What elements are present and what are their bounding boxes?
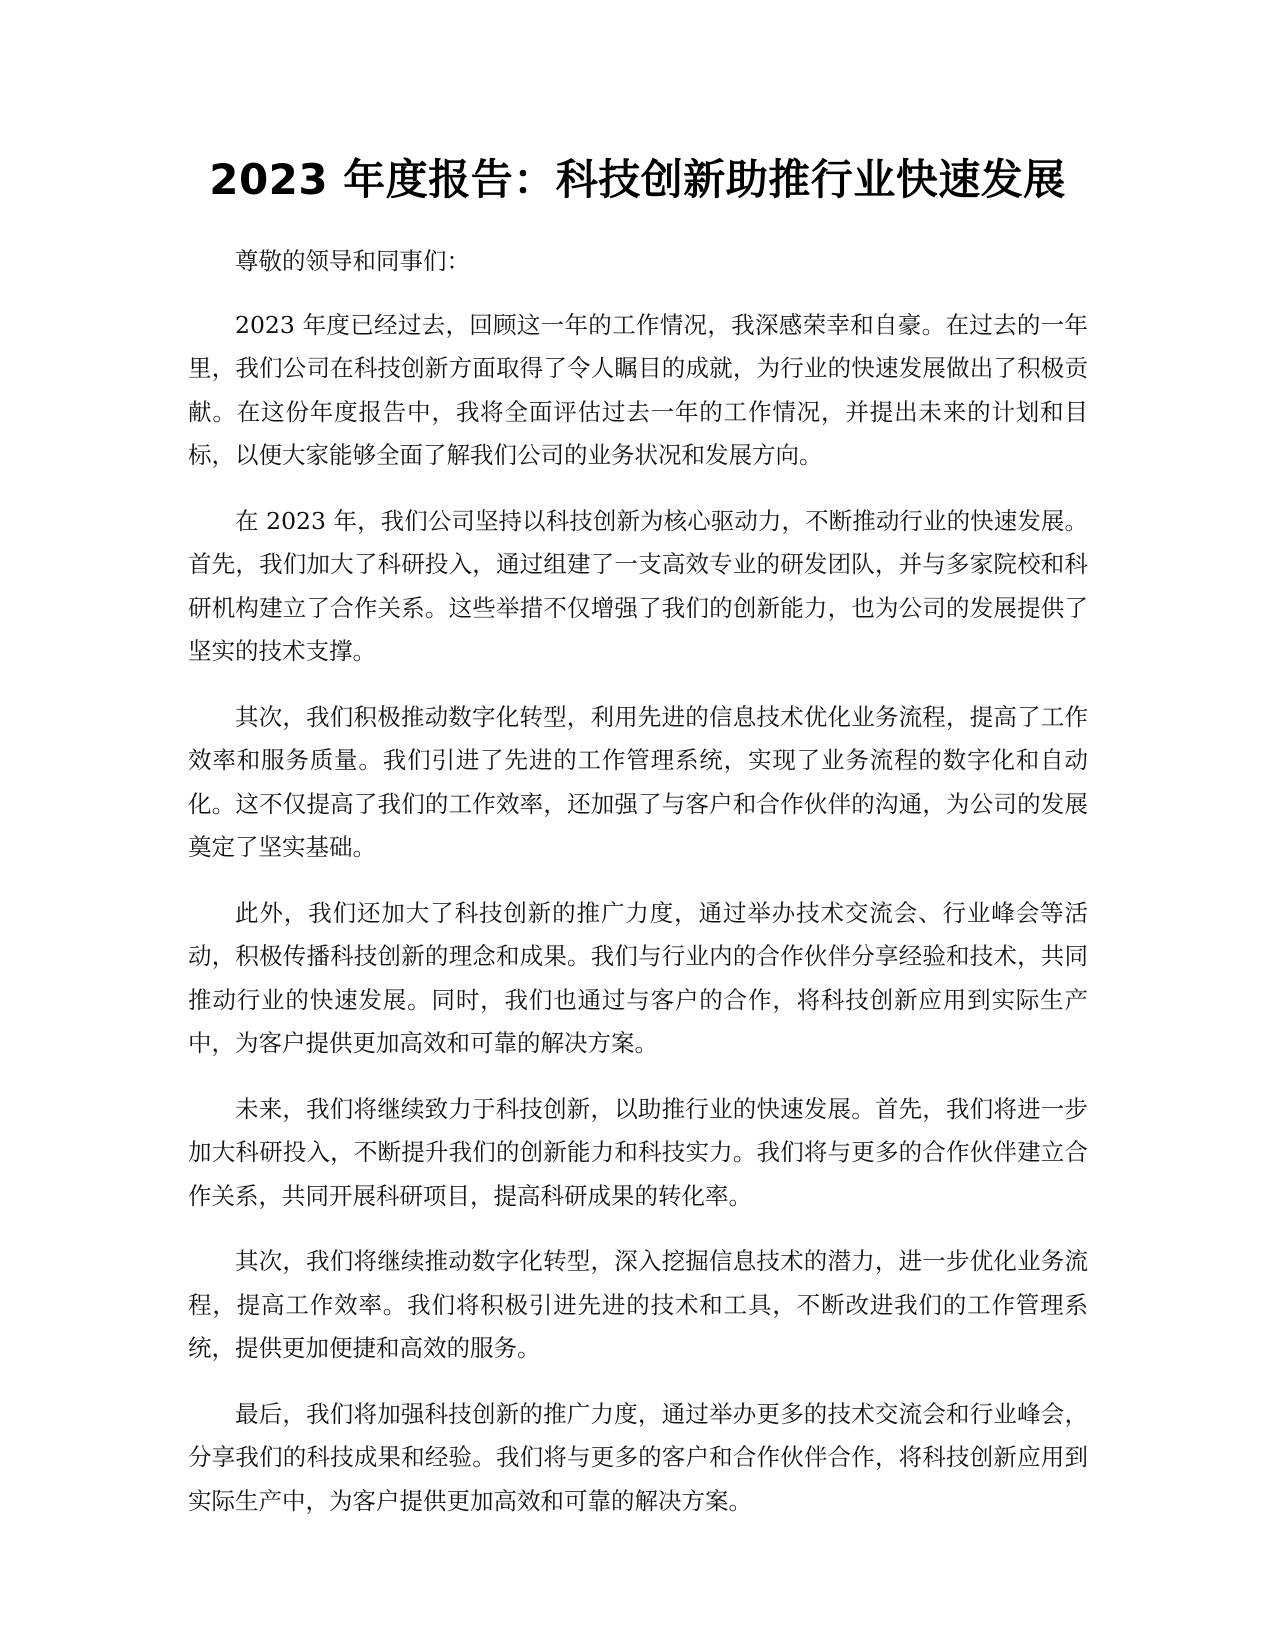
paragraph-promotion: 此外，我们还加大了科技创新的推广力度，通过举办技术交流会、行业峰会等活动，积极传播科技创新的理念和成果。我们与行业内的合作伙伴分享经验和技术，共同推动行业的快速发展。同时，我们也通过与客户的合作，将科技创新应用到实际生产中，为客户提供更加高效和可靠的解决方案。 — [188, 898, 1088, 1057]
paragraph-future-promotion: 最后，我们将加强科技创新的推广力度，通过举办更多的技术交流会和行业峰会，分享我们的科技成果和经验。我们将与更多的客户和合作伙伴合作，将科技创新应用到实际生产中，为客户提供更加高效和可靠的解决方案。 — [188, 1399, 1088, 1515]
paragraph-future-research: 未来，我们将继续致力于科技创新，以助推行业的快速发展。首先，我们将进一步加大科研投入，不断提升我们的创新能力和科技实力。我们将与更多的合作伙伴建立合作关系，共同开展科研项目，提高科研成果的转化率。 — [188, 1094, 1088, 1210]
paragraph-review: 2023 年度已经过去，回顾这一年的工作情况，我深感荣幸和自豪。在过去的一年里，我们公司在科技创新方面取得了令人瞩目的成就，为行业的快速发展做出了积极贡献。在这份年度报告中，我将全面评估过去一年的工作情况，并提出未来的计划和目标，以便大家能够全面了解我们公司的业务状况和发展方向。 — [188, 310, 1088, 469]
salutation: 尊敬的领导和同事们： — [235, 247, 470, 275]
document-body — [188, 240, 1088, 1545]
paragraph-future-digital: 其次，我们将继续推动数字化转型，深入挖掘信息技术的潜力，进一步优化业务流程，提高工作效率。我们将积极引进先进的技术和工具，不断改进我们的工作管理系统，提供更加便捷和高效的服务。 — [188, 1247, 1088, 1362]
paragraph-digital-transformation: 其次，我们积极推动数字化转型，利用先进的信息技术优化业务流程，提高了工作效率和服务质量。我们引进了先进的工作管理系统，实现了业务流程的数字化和自动化。这不仅提高了我们的工作效率，还加强了与客户和合作伙伴的沟通，为公司的发展奠定了坚实基础。 — [188, 702, 1088, 861]
document-title: 2023 年度报告：科技创新助推行业快速发展 — [209, 155, 1066, 204]
paragraph-innovation-2023: 在 2023 年，我们公司坚持以科技创新为核心驱动力，不断推动行业的快速发展。首先，我们加大了科研投入，通过组建了一支高效专业的研发团队，并与多家院校和科研机构建立了合作关系。这些举措不仅增强了我们的创新能力，也为公司的发展提供了坚实的技术支撑。 — [188, 506, 1088, 665]
